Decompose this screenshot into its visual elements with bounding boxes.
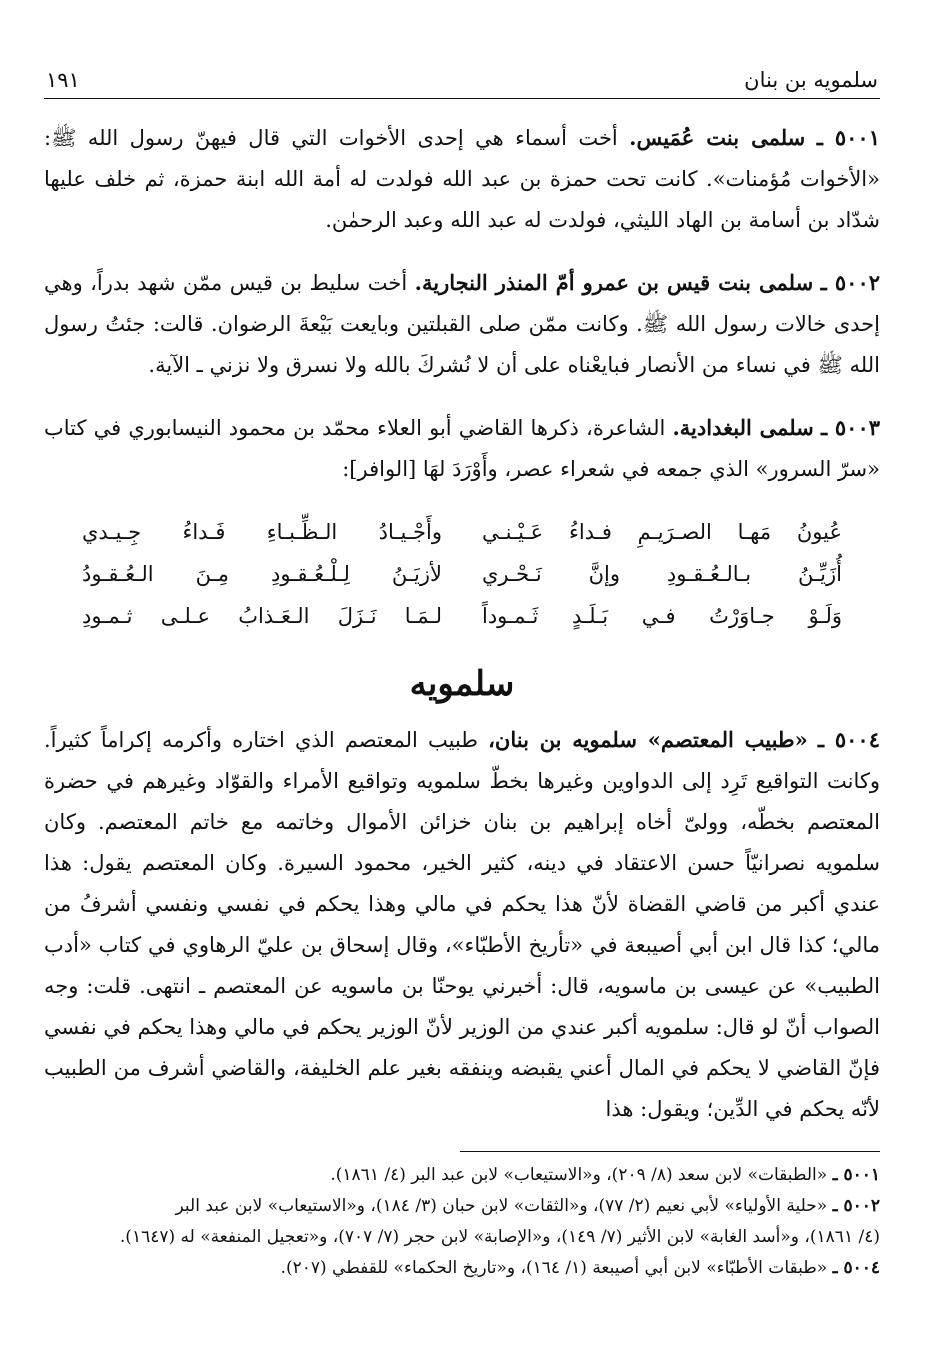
footnote xyxy=(44,1160,880,1191)
entry-text: الشاعرة، ذكرها القاضي أبو العلاء محمّد بن محمود النيسابوري في كتاب «سرّ السرور» الذي جمعه في شعراء عصر، وأَوْرَدَ لهَا [الوافر]: xyxy=(44,416,880,481)
footnote xyxy=(44,1191,880,1222)
footnote-number: ٥٠٠١ ـ xyxy=(832,1165,880,1185)
verse-second-hemistich: لـمَـا نَـزَلَ الـعَـذابُ عـلـى ثـمـودِ xyxy=(82,604,442,628)
entry-5001 xyxy=(44,117,880,241)
entry-text: أخت سليط بن قيس ممّن شهد بدراً، وهي إحدى خالات رسول الله ﷺ. وكانت ممّن صلى القبلتين وبايعت بَيْعةَ الرضوان. قالت: جئتُ رسول الله ﷺ في نساء من الأنصار فبايعْناه على أن لا نُشركَ بالله ولا نسرق ولا نزني ـ الآية. xyxy=(44,271,880,377)
verse-first-hemistich: عُيونُ مَهـا الصـرَيـمِ فـداءُ عَـيْـنـي xyxy=(482,520,842,544)
poem-verse xyxy=(82,553,842,595)
poem-verse xyxy=(82,595,842,637)
verse-second-hemistich: وأَجْـيـادُ الـظِّـبـاءِ فَـداءُ جِـيـدي xyxy=(82,520,442,544)
entry-5004 xyxy=(44,719,880,1130)
poem xyxy=(82,511,842,637)
entry-name: «طبيب المعتصم» سلمويه بن بنان، xyxy=(488,727,808,752)
entry-number: ٥٠٠٤ ـ xyxy=(817,727,880,752)
footnote-number: ٥٠٠٤ ـ xyxy=(832,1258,880,1278)
page-number: ١٩١ xyxy=(46,68,80,92)
footnote-text: «طبقات الأطبّاء» لابن أبي أصيبعة (١/ ١٦٤)، و«تاريخ الحكماء» للقفطي (٢٠٧). xyxy=(280,1258,828,1278)
entry-5002 xyxy=(44,262,880,386)
footnote-number: ٥٠٠٢ ـ xyxy=(832,1196,880,1216)
entry-5003 xyxy=(44,407,880,490)
entry-name: سلمى بنت قيس بن عمرو أمّ المنذر النجارية. xyxy=(414,270,814,295)
poem-verse xyxy=(82,511,842,553)
footnote-divider xyxy=(460,1151,880,1152)
footnote xyxy=(44,1253,880,1284)
entry-number: ٥٠٠١ ـ xyxy=(816,125,880,150)
running-title: سلمويه بن بنان xyxy=(744,68,878,92)
footnote-continuation: (٤/ ١٨٦١)، و«أسد الغابة» لابن الأثير (٧/ ١٤٩)، و«الإصابة» لابن حجر (٧/ ٧٠٧)، و«تعجيل المنفعة» له (١٦٤٧). xyxy=(119,1227,880,1247)
entry-name: سلمى البغدادية. xyxy=(672,415,814,440)
footnote-text: «الطبقات» لابن سعد (٨/ ٢٠٩)، و«الاستيعاب» لابن عبد البر (٤/ ١٨٦١). xyxy=(330,1165,828,1185)
entry-name: سلمى بنت عُمَيس. xyxy=(629,125,806,150)
verse-first-hemistich: وَلَـوْ جـاوَرْتُ فـي بَـلَـدٍ ثَـمـوداً xyxy=(482,604,842,628)
book-page xyxy=(44,52,880,1284)
footnotes xyxy=(44,1160,880,1284)
verse-second-hemistich: لأزيَـنُ لِـلْـعُـقـودِ مِـنَ الـعُـقـودُ xyxy=(82,562,442,586)
running-head xyxy=(44,52,880,99)
entry-number: ٥٠٠٣ ـ xyxy=(820,415,881,440)
footnote-text: «حلية الأولياء» لأبي نعيم (٢/ ٧٧)، و«الثقات» لابن حبان (٣/ ١٨٤)، و«الاستيعاب» لابن عبد البر xyxy=(175,1196,828,1216)
entry-text: طبيب المعتصم الذي اختاره وأكرمه إكراماً كثيراً. وكانت التواقيع تَرِد إلى الدواوين وغيرها بخطّ سلمويه وتواقيع الأمراء والقوّاد وغيرهم في حضرة المعتصم بخطّه، وولىّ أخاه إبراهيم بن بنان خزائن الأموال وخاتمه مع خاتم المعتصم. وكان سلمويه نصرانيّاً حسن الاعتقاد في دينه، كثير الخير، محمود السيرة. وكان المعتصم يقول: هذا عندي أكبر من قاضي القضاة لأنّ هذا يحكم في مالي وهذا يحكم في نفسي ونفسي أشرفُ من مالي؛ كذا قال ابن أبي أصيبعة في «تأريخ الأطبّاء»، وقال إسحاق بن عليّ الرهاوي في كتاب «أدب الطبيب» عن عيسى بن ماسويه، قال: أخبرني يوحنّا بن ماسويه عن المعتصم ـ انتهى. قلت: وجه الصواب أنّ لو قال: سلمويه أكبر عندي من الوزير لأنّ الوزير يحكم في مالي وهذا يحكم في نفسي فإنّ القاضي لا يحكم في المال أعني يقبضه وينفقه بغير علم الخليفة، والقاضي أشرف من الطبيب لأنّه يحكم في الدِّين؛ ويقول: هذا xyxy=(44,728,880,1121)
section-title: سلمويه xyxy=(409,664,515,704)
entry-number: ٥٠٠٢ ـ xyxy=(820,270,881,295)
entry-text: أخت أسماء هي إحدى الأخوات التي قال فيهنّ رسول الله ﷺ: «الأخوات مُؤمنات». كانت تحت حمزة بن عبد الله فولدت له أمة الله ابنة حمزة، ثم خلف عليها شدّاد بن أسامة بن الهاد الليثي، فولدت له عبد الله وعبد الرحمٰن. xyxy=(44,126,880,232)
verse-first-hemistich: أُزَيِّـنُ بـالـعُـقـودِ وإنَّ نَـحْـري xyxy=(482,562,842,586)
